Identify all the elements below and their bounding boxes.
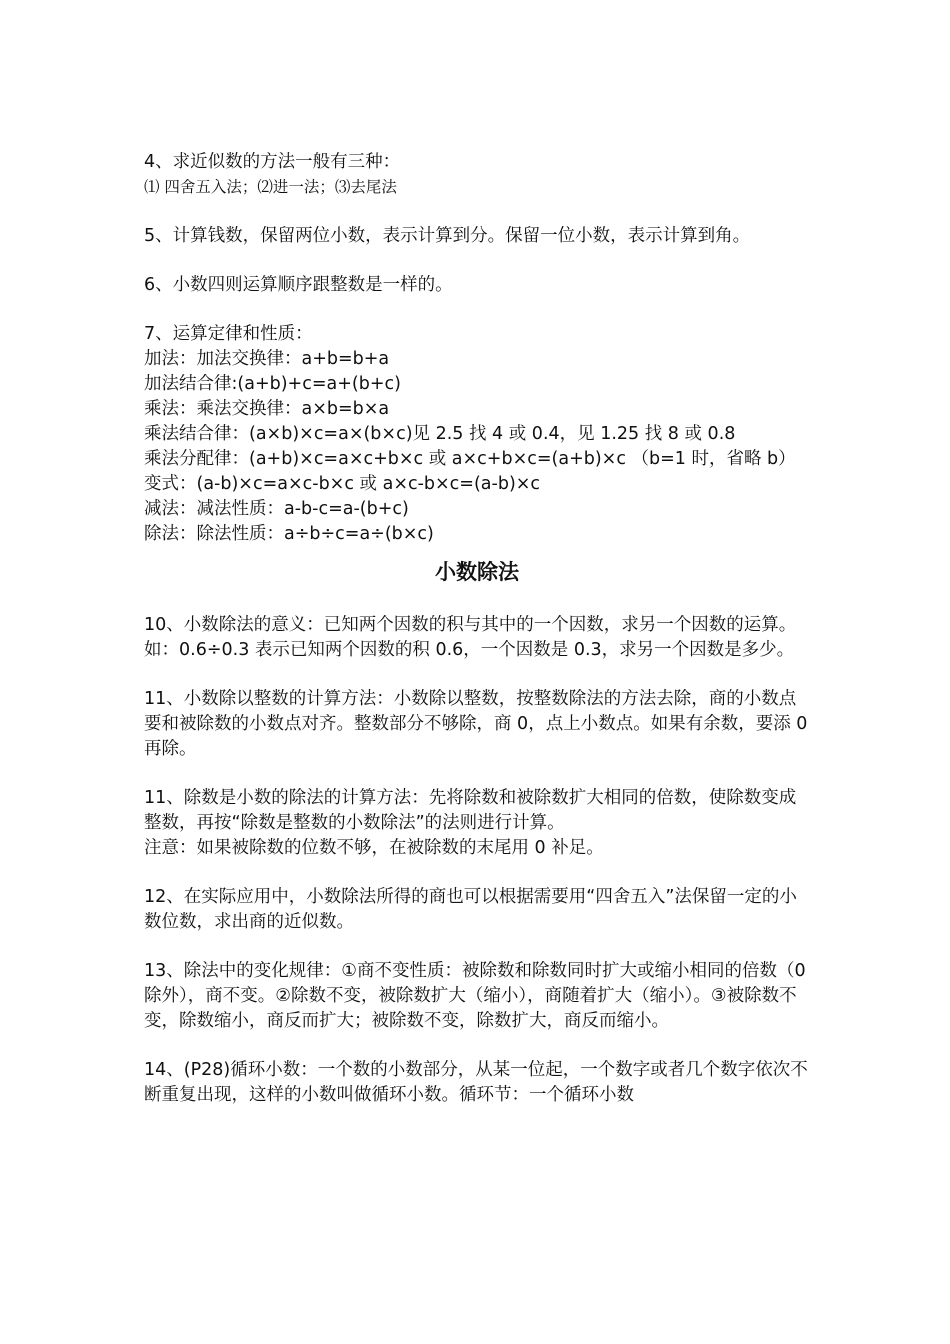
paragraph-4 (144, 150, 810, 200)
law-division-property: 除法：除法性质：a÷b÷c=a÷(b×c) (144, 524, 434, 544)
document-content (144, 150, 810, 1132)
paragraph-14 (144, 1058, 810, 1108)
paragraph-11a-text: 11、小数除以整数的计算方法：小数除以整数，按整数除法的方法去除，商的小数点要和被除数的小数点对齐。整数部分不够除，商 0，点上小数点。如果有余数，要添 0 再除。 (144, 689, 808, 759)
paragraph-7 (144, 322, 810, 547)
paragraph-10-text: 10、小数除法的意义：已知两个因数的积与其中的一个因数，求另一个因数的运算。如：0.6÷0.3 表示已知两个因数的积 0.6，一个因数是 0.3，求另一个因数是多少。 (144, 615, 797, 660)
law-distributive: 乘法分配律：(a+b)×c=a×c+b×c 或 a×c+b×c=(a+b)×c （b=1 时，省略 b） (144, 449, 796, 469)
paragraph-4-heading: 4、求近似数的方法一般有三种： (144, 152, 401, 172)
paragraph-5-text: 5、计算钱数，保留两位小数，表示计算到分。保留一位小数，表示计算到角。 (144, 226, 751, 246)
paragraph-6 (144, 273, 810, 298)
law-addition-associative: 加法结合律:(a+b)+c=a+(b+c) (144, 374, 401, 394)
paragraph-11b (144, 786, 810, 861)
paragraph-13 (144, 959, 810, 1034)
law-multiplication-associative: 乘法结合律：(a×b)×c=a×(b×c)见 2.5 找 4 或 0.4，见 1.25 找 8 或 0.8 (144, 424, 736, 444)
section-title: 小数除法 (435, 560, 519, 584)
paragraph-11b-note: 注意：如果被除数的位数不够，在被除数的末尾用 0 补足。 (144, 838, 604, 858)
paragraph-7-heading: 7、运算定律和性质： (144, 324, 313, 344)
paragraph-11b-text: 11、除数是小数的除法的计算方法：先将除数和被除数扩大相同的倍数，使除数变成整数，再按“除数是整数的小数除法”的法则进行计算。 (144, 788, 797, 833)
paragraph-14-text: 14、(P28)循环小数：一个数的小数部分，从某一位起，一个数字或者几个数字依次不断重复出现，这样的小数叫做循环小数。循环节：一个循环小数 (144, 1060, 808, 1105)
paragraph-4-methods: ⑴ 四舍五入法；⑵进一法；⑶去尾法 (144, 178, 397, 196)
law-addition-commutative: 加法：加法交换律：a+b=b+a (144, 349, 390, 369)
paragraph-13-text: 13、除法中的变化规律：①商不变性质：被除数和除数同时扩大或缩小相同的倍数（0 除外），商不变。②除数不变，被除数扩大（缩小），商随着扩大（缩小）。③被除数不变，除数缩小，商反而扩大；被除数不变，除数扩大，商反而缩小。 (144, 961, 806, 1031)
law-subtraction-property: 减法：减法性质：a-b-c=a-(b+c) (144, 499, 409, 519)
law-multiplication-commutative: 乘法：乘法交换律：a×b=b×a (144, 399, 390, 419)
law-variant: 变式：(a-b)×c=a×c-b×c 或 a×c-b×c=(a-b)×c (144, 474, 541, 494)
paragraph-6-text: 6、小数四则运算顺序跟整数是一样的。 (144, 275, 453, 295)
paragraph-10 (144, 613, 810, 663)
paragraph-5 (144, 224, 810, 249)
paragraph-11a (144, 687, 810, 762)
paragraph-12-text: 12、在实际应用中，小数除法所得的商也可以根据需要用“四舍五入”法保留一定的小数位数，求出商的近似数。 (144, 887, 797, 932)
paragraph-12 (144, 885, 810, 935)
